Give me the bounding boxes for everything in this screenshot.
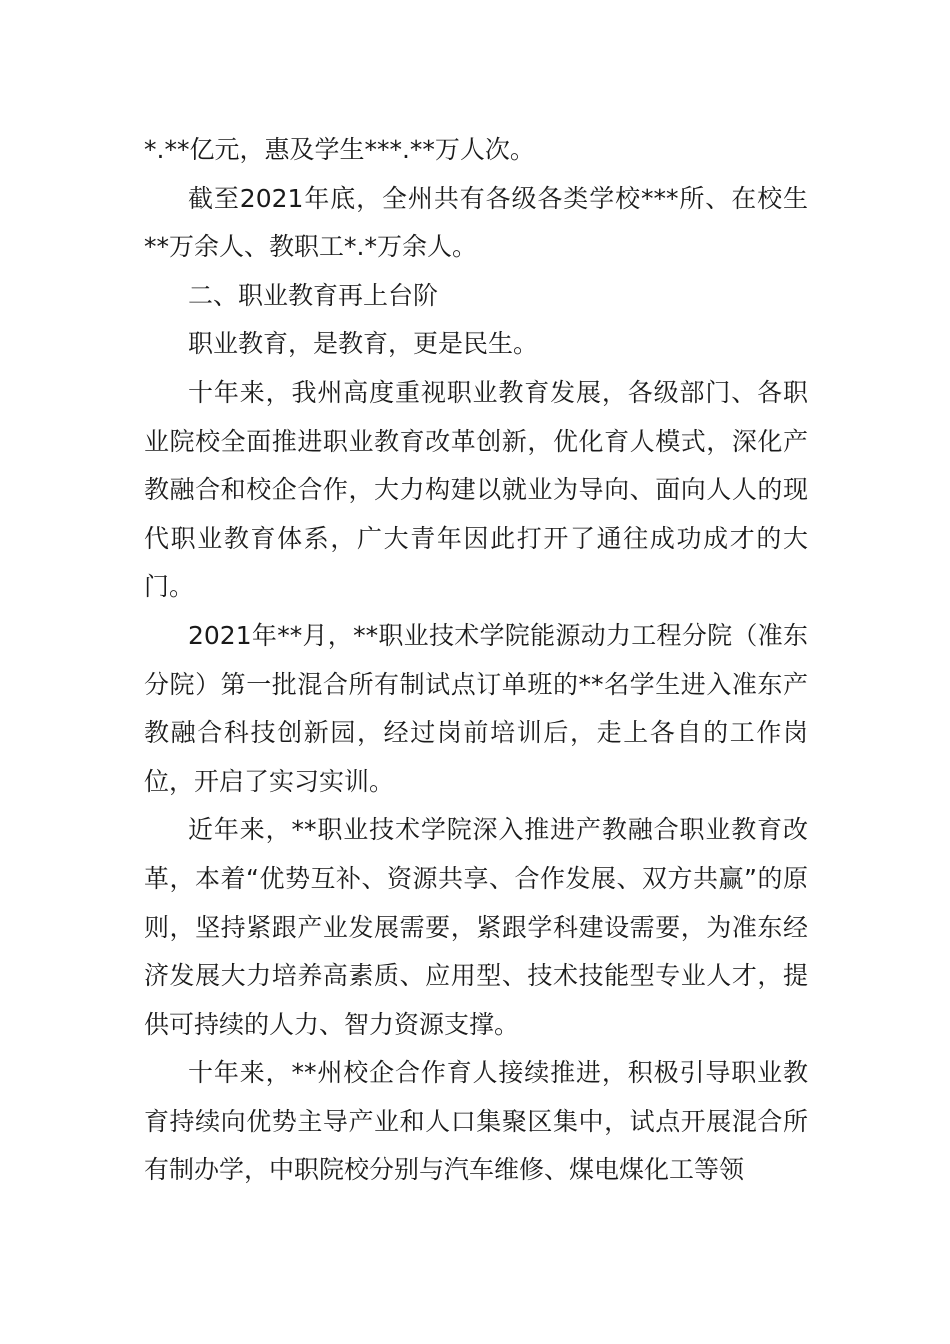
paragraph-continuation: *.**亿元，惠及学生***.**万人次。 [144,135,535,164]
section-heading: 二、职业教育再上台阶 [188,280,439,310]
paragraph-lead: 职业教育，是教育，更是民生。 [188,329,539,359]
paragraph-order-class: 2021年**月，**职业技术学院能源动力工程分院（准东分院）第一批混合所有制试点订单班的**名学生进入准东产教融合科技创新园，经过岗前培训后，走上各自的工作岗位，开启了实习实训。 [144,620,808,796]
paragraph-reform: 近年来，**职业技术学院深入推进产教融合职业教育改革，本着“优势互补、资源共享、合作发展、双方共赢”的原则，坚持紧跟产业发展需要，紧跟学科建设需要，为准东经济发展大力培养高素质、应用型、技术技能型专业人才，提供可持续的人力、智力资源支撑。 [144,815,808,1039]
paragraph-school-enterprise: 十年来，**州校企合作育人接续推进，积极引导职业教育持续向优势主导产业和人口集聚区集中，试点开展混合所有制办学，中职院校分别与汽车维修、煤电煤化工等领 [144,1058,808,1185]
paragraph-decade-vocational: 十年来，我州高度重视职业教育发展，各级部门、各职业院校全面推进职业教育改革创新，优化育人模式，深化产教融合和校企合作，大力构建以就业为导向、面向人人的现代职业教育体系，广大青年因此打开了通往成功成才的大门。 [144,377,808,602]
paragraph-school-stats: 截至2021年底，全州共有各级各类学校***所、在校生**万余人、教职工*.*万余人。 [144,183,808,262]
document-body [144,126,808,1195]
